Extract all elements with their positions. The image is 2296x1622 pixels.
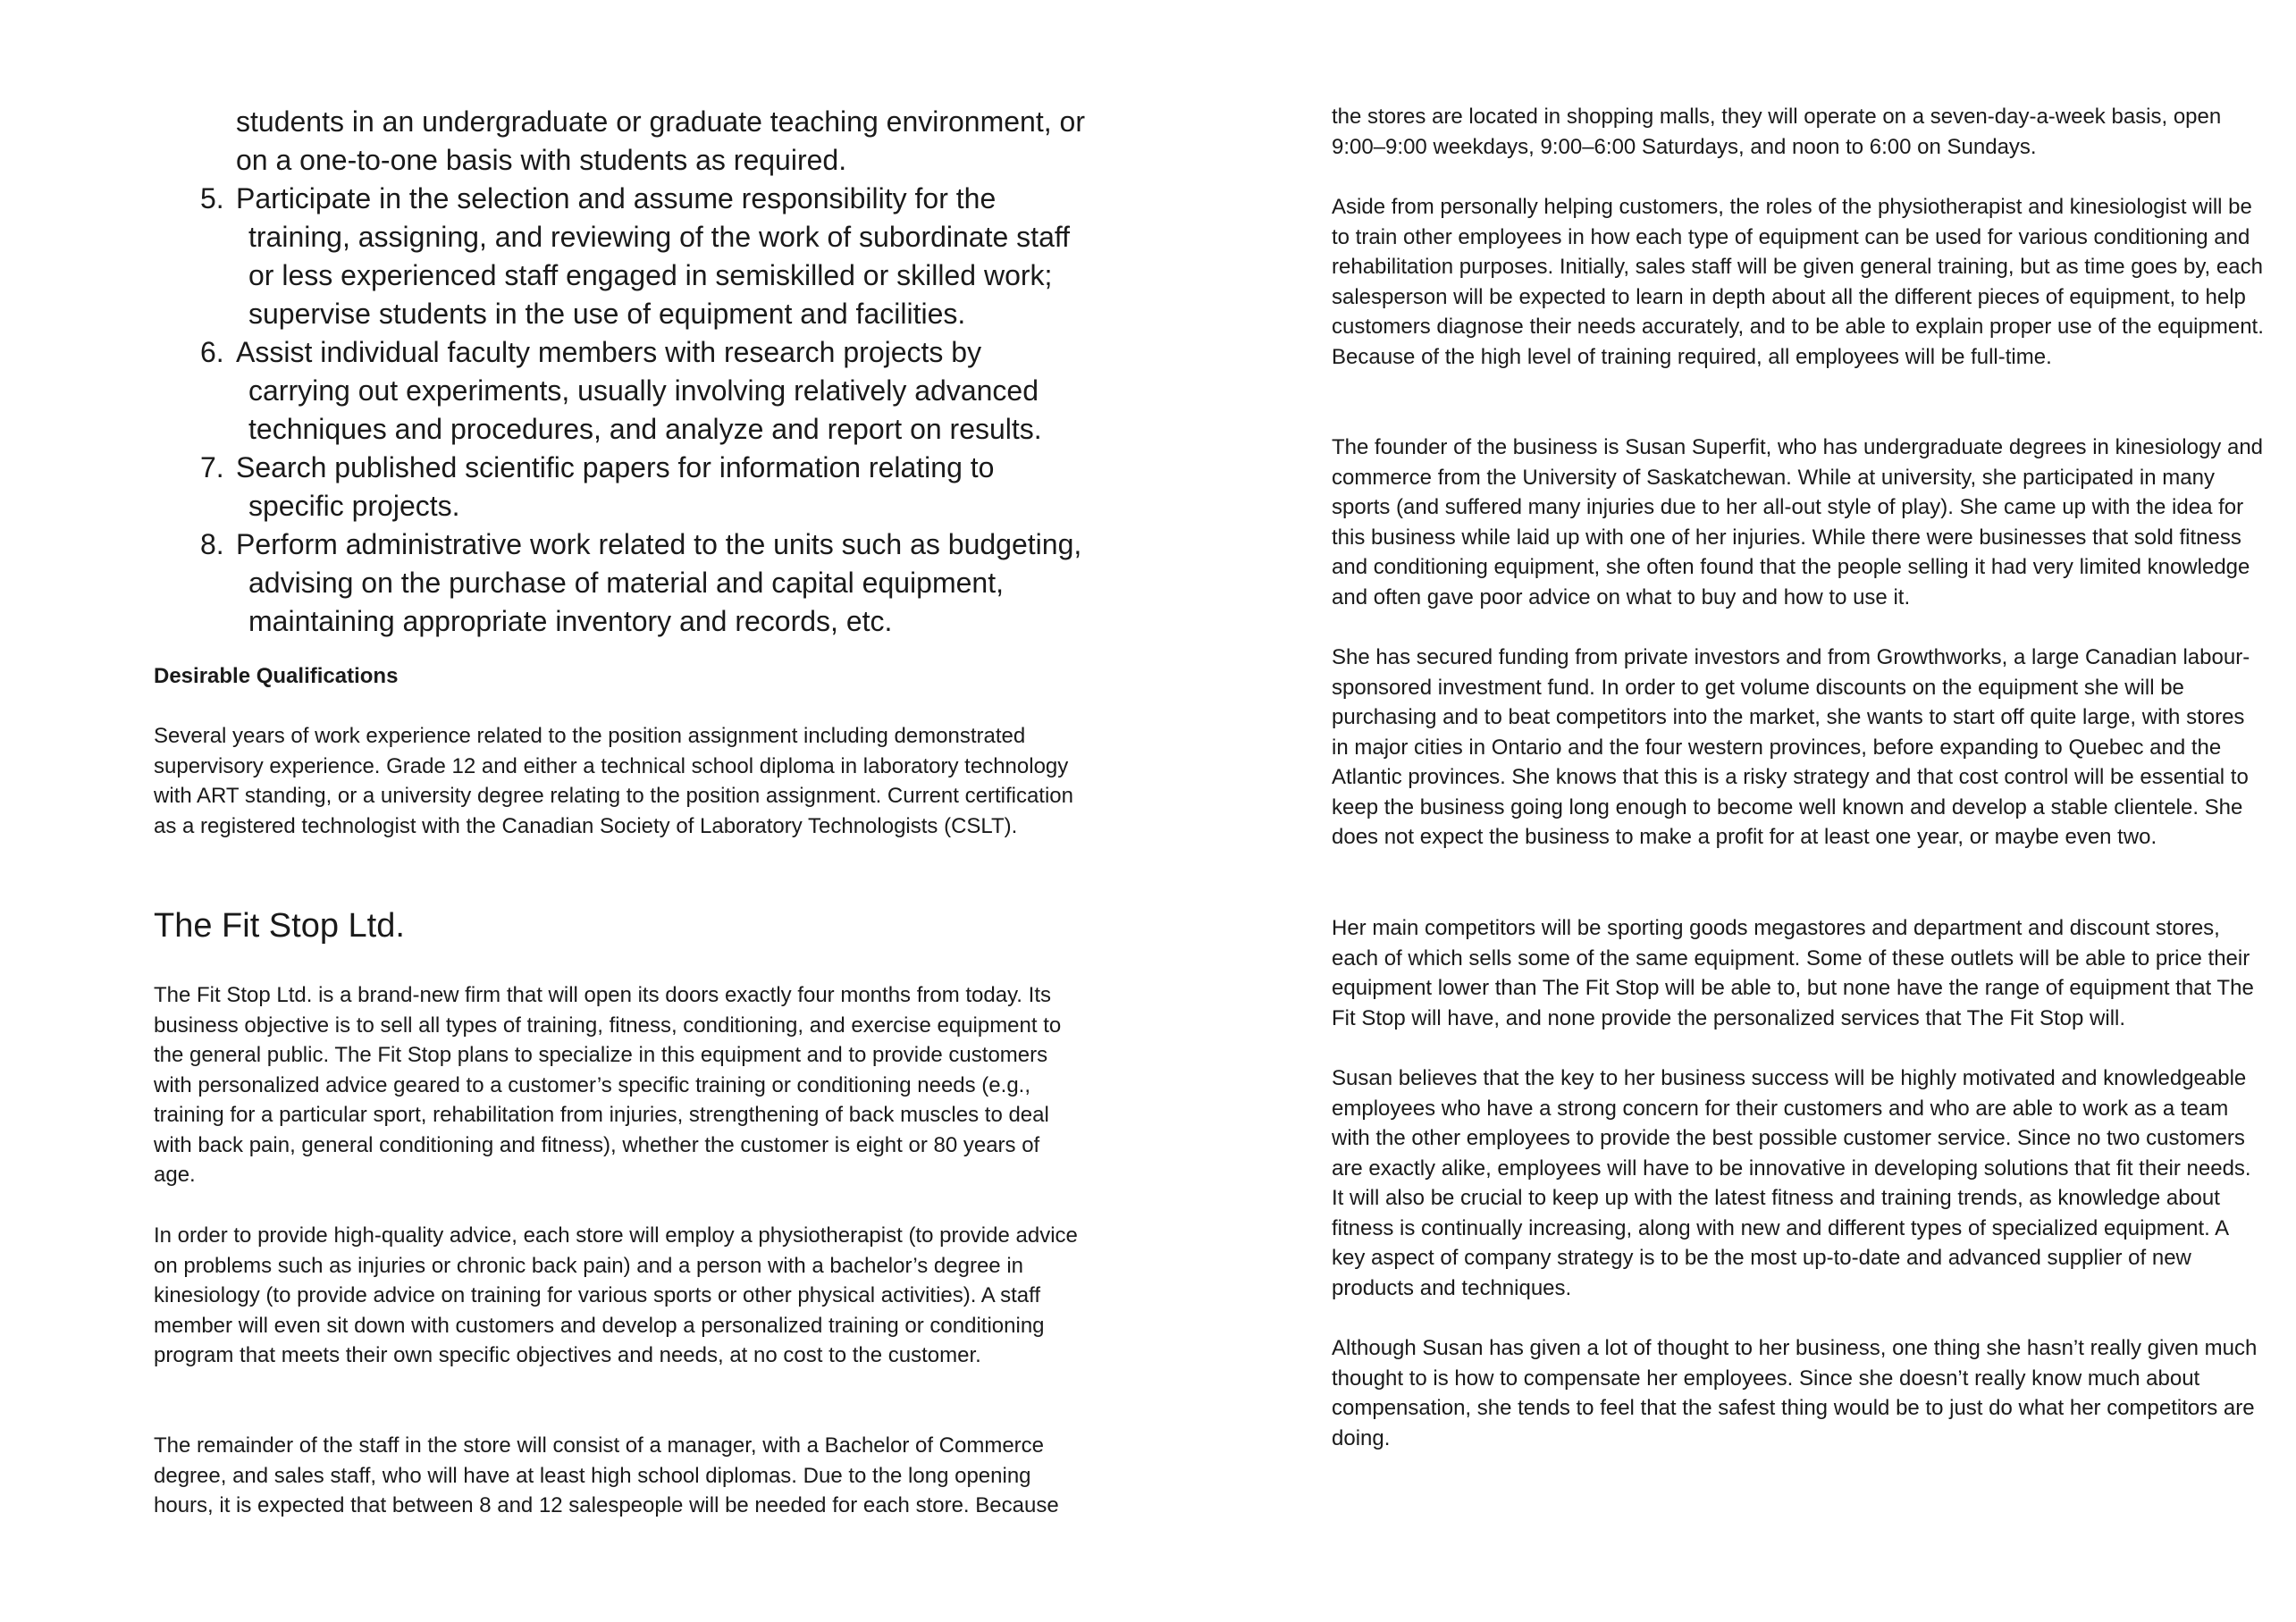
paragraph: She has secured funding from private investors and from Growthworks, a large Canadian labour-sponsored investment fund. In order to get volume discounts on the equipment she will be purchasing and to beat competitors into the market, she wants to start off quite large, with stores in major cities in Ontario and the four western provinces, before expanding to Quebec and the Atlantic provinces. She knows that this is a risky strategy and that cost control will be essential to keep the business going long enough to become well known and develop a stable clientele. She does not expect the business to make a profit for at least one year, or maybe even two. bbox=[1332, 645, 2250, 849]
list-text: Perform administrative work related to the units such as budgeting, advising on the purchase of material and capital equipment, maintaining appropriate inventory and records, etc. bbox=[236, 528, 1082, 637]
list-text: Participate in the selection and assume responsibility for the training, assigning, and reviewing of the work of subordinate staff or less experienced staff engaged in semiskilled or skilled work; supervise students in the use of equipment and facilities. bbox=[236, 182, 1071, 330]
list-item-continued: students in an undergraduate or graduate teaching environment, or on a one-to-one basis with students as required. bbox=[236, 105, 1085, 176]
paragraph: Although Susan has given a lot of thought to her business, one thing she hasn’t really given much thought to is how to compensate her employees. Since she doesn’t really know much about compensation, she tends to feel that the safest thing would be to just do what her competitors are doing. bbox=[1332, 1336, 2258, 1450]
qualifications-heading: Desirable Qualifications bbox=[154, 664, 399, 688]
list-item-8 bbox=[154, 525, 1083, 641]
paragraph: Susan believes that the key to her business success will be highly motivated and knowledgeable employees who have a strong concern for their customers and who are able to work as a team with the other employees to provide the best possible customer service. Since no two customers are exactly alike, employees will have to be innovative in developing solutions that fit their needs. It will also be crucial to keep up with the latest fitness and training trends, as knowledge about fitness is continually increasing, along with new and different types of specialized equipment. A key aspect of company strategy is to be the most up-to-date and advanced supplier of new products and techniques. bbox=[1332, 1066, 2251, 1300]
list-text: Search published scientific papers for information relating to specific projects. bbox=[236, 451, 995, 522]
list-item-7 bbox=[154, 449, 1083, 525]
paragraph: Aside from personally helping customers, the roles of the physiotherapist and kinesiologist will be to train other employees in how each type of equipment can be used for various conditioning and rehabilitation purposes. Initially, sales staff will be given general training, but as time goes by, each salesperson will be expected to learn in depth about all the different pieces of equipment, to help customers diagnose their needs accurately, and to be able to explain proper use of the equipment. Because of the high level of training required, all employees will be full-time. bbox=[1332, 195, 2264, 369]
paragraph: The founder of the business is Susan Superfit, who has undergraduate degrees in kinesiology and commerce from the University of Saskatchewan. While at university, she participated in many sports (and suffered many injuries due to her all-out style of play). She came up with the idea for this business while laid up with one of her injuries. While there were businesses that sold fitness and conditioning equipment, she often found that the people selling it had very limited knowledge and often gave poor advice on what to buy and how to use it. bbox=[1332, 435, 2264, 609]
list-number: 5. bbox=[200, 182, 224, 214]
list-number: 6. bbox=[200, 336, 224, 368]
list-number: 7. bbox=[200, 451, 224, 483]
section-title: The Fit Stop Ltd. bbox=[154, 907, 405, 945]
list-number: 8. bbox=[200, 528, 224, 560]
paragraph: The Fit Stop Ltd. is a brand-new firm that will open its doors exactly four months from today. Its business objective is to sell all types of training, fitness, conditioning, and exercise equipment to the general public. The Fit Stop plans to specialize in this equipment and to provide customers with personalized advice geared to a customer’s specific training or conditioning needs (e.g., training for a particular sport, rehabilitation from injuries, strengthening of back muscles to deal with back pain, general conditioning and fitness), whether the customer is eight or 80 years of age. bbox=[154, 983, 1062, 1187]
qualifications-paragraph: Several years of work experience related to the position assignment including demonstrated supervisory experience. Grade 12 and either a technical school diploma in laboratory technology with ART standing, or a university degree relating to the position assignment. Current certification as a registered technologist with the Canadian Society of Laboratory Technologists (CSLT). bbox=[154, 724, 1073, 838]
paragraph: Her main competitors will be sporting goods megastores and department and discount stores, each of which sells some of the same equipment. Some of these outlets will be able to price their equipment lower than The Fit Stop will be able to, but none have the range of equipment that The Fit Stop will have, and none provide the personalized services that The Fit Stop will. bbox=[1332, 916, 2254, 1030]
list-text: Assist individual faculty members with research projects by carrying out experiments, usually involving relatively advanced techniques and procedures, and analyze and report on results. bbox=[236, 336, 1042, 445]
paragraph: In order to provide high-quality advice, each store will employ a physiotherapist (to provide advice on problems such as injuries or chronic back pain) and a person with a bachelor’s degree in kinesiology (to provide advice on training for various sports or other physical activities). A staff member will even sit down with customers and develop a personalized training or conditioning program that meets their own specific objectives and needs, at no cost to the customer. bbox=[154, 1223, 1078, 1367]
list-item-6 bbox=[154, 333, 1083, 449]
paragraph: The remainder of the staff in the store will consist of a manager, with a Bachelor of Commerce degree, and sales staff, who will have at least high school diplomas. Due to the long opening hours, it is expected that between 8 and 12 salespeople will be needed for each store. Because bbox=[154, 1433, 1059, 1517]
list-item-5 bbox=[154, 180, 1083, 333]
paragraph: the stores are located in shopping malls, they will operate on a seven-day-a-week basis, open 9:00–9:00 weekdays, 9:00–6:00 Saturdays, and noon to 6:00 on Sundays. bbox=[1332, 105, 2222, 159]
